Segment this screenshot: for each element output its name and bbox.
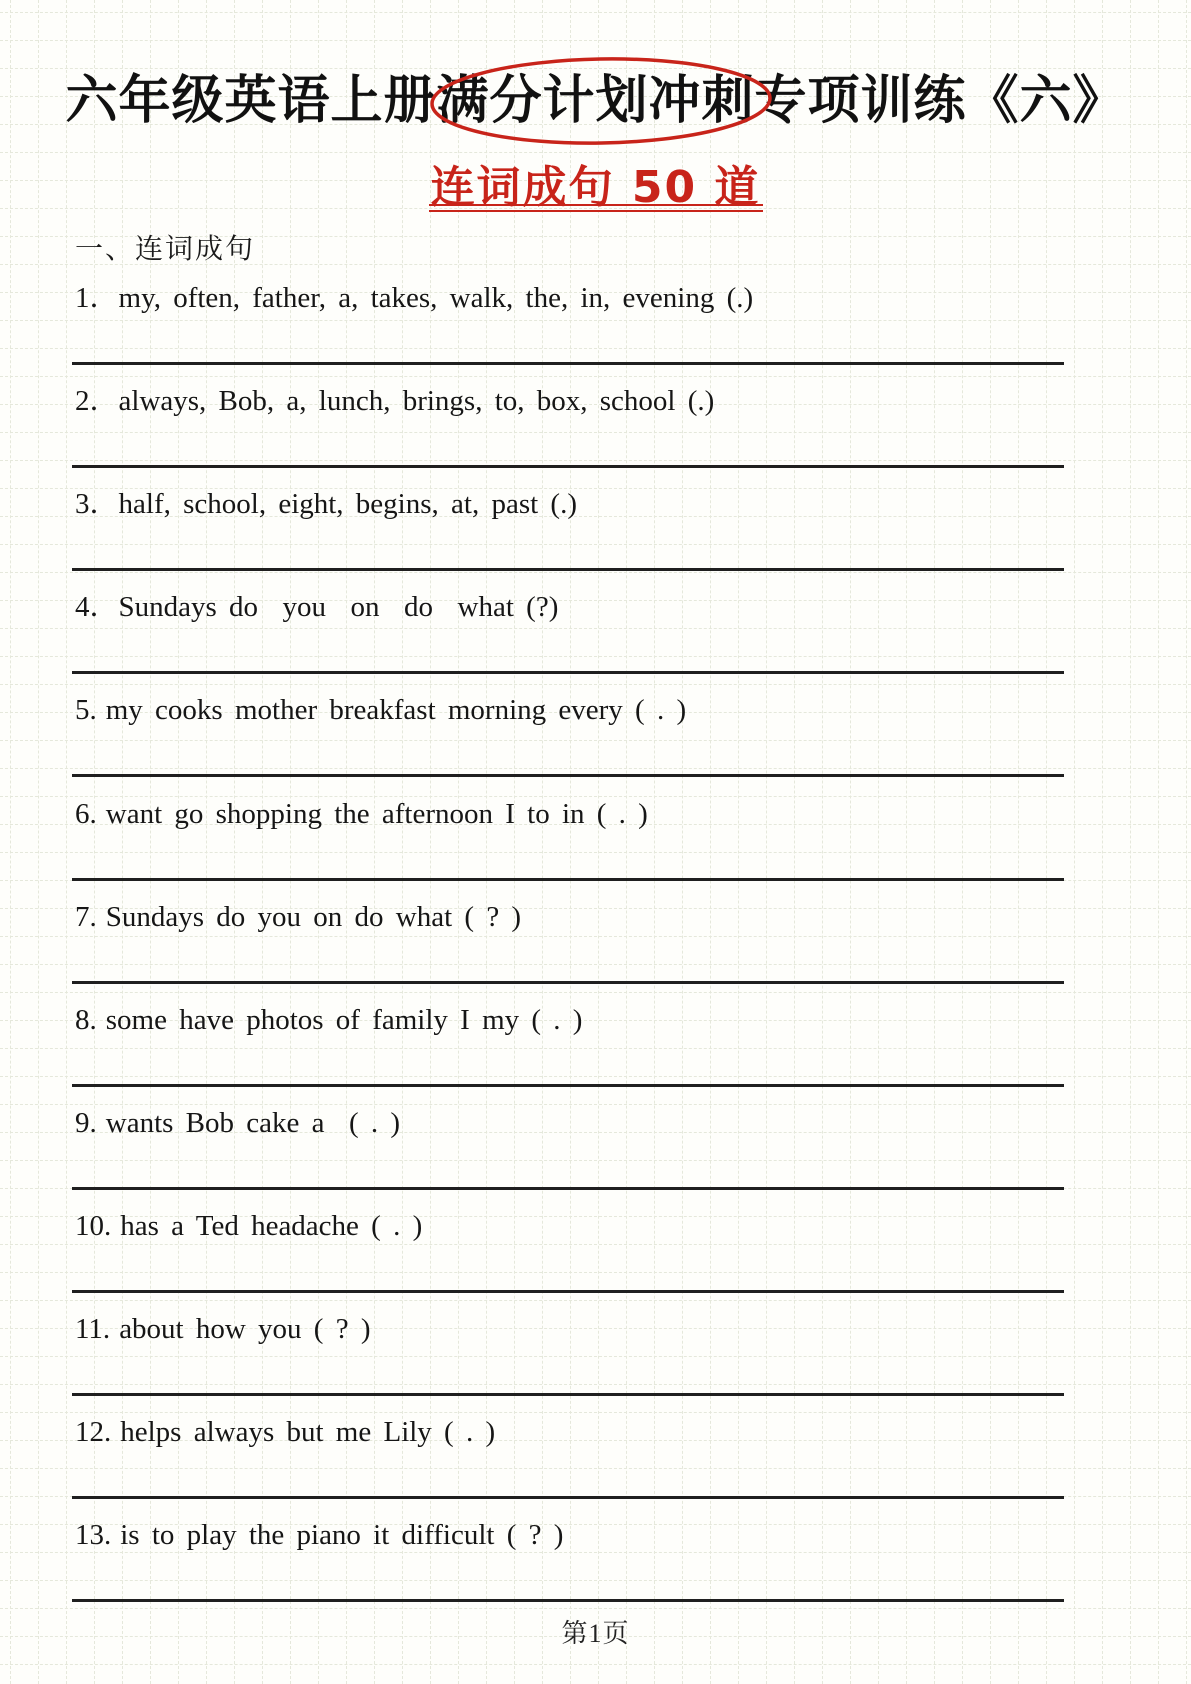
grid-line-horizontal (0, 1664, 1191, 1665)
grid-line-vertical (10, 0, 11, 1684)
grid-line-horizontal (0, 768, 1191, 769)
grid-line-horizontal (0, 1580, 1191, 1581)
grid-line-horizontal (0, 936, 1191, 937)
question-number: 5. (75, 694, 97, 726)
grid-line-horizontal (0, 1244, 1191, 1245)
red-ellipse-stroke (431, 56, 770, 146)
grid-line-horizontal (0, 740, 1191, 741)
grid-line-horizontal (0, 1272, 1191, 1273)
answer-blank-line (72, 774, 1064, 777)
answer-blank-line (72, 1084, 1064, 1087)
grid-line-horizontal (0, 852, 1191, 853)
grid-line-horizontal (0, 964, 1191, 965)
question-number: 4． (75, 591, 119, 623)
page-title: 六年级英语上册满分计划冲刺专项训练《六》 (65, 71, 1126, 131)
answer-blank-line (72, 878, 1064, 881)
question-item (75, 1312, 1131, 1346)
grid-line-horizontal (0, 40, 1191, 41)
page-number: 第1页 (561, 1619, 630, 1648)
grid-line-horizontal (0, 1048, 1191, 1049)
question-item (75, 487, 1131, 521)
question-item (75, 693, 1131, 727)
grid-line-horizontal (0, 1384, 1191, 1385)
grid-line-horizontal (0, 348, 1191, 349)
question-number: 1． (75, 282, 119, 314)
answer-blank-line (72, 671, 1064, 674)
grid-line-horizontal (0, 320, 1191, 321)
grid-line-vertical (38, 0, 39, 1684)
question-words: wants Bob cake a ( . ) (105, 1107, 401, 1139)
red-ellipse-annotation (427, 52, 777, 150)
grid-line-horizontal (0, 572, 1191, 573)
grid-line-horizontal (0, 628, 1191, 629)
question-number: 7. (75, 901, 97, 933)
question-words: has a Ted headache ( . ) (120, 1210, 423, 1242)
question-number: 3． (75, 488, 119, 520)
grid-line-horizontal (0, 460, 1191, 461)
grid-line-vertical (66, 0, 67, 1684)
section-heading: 一、连词成句 (75, 234, 256, 265)
grid-line-horizontal (0, 1076, 1191, 1077)
question-item (75, 900, 1131, 934)
grid-line-vertical (1158, 0, 1159, 1684)
answer-blank-line (72, 1599, 1064, 1602)
question-number: 9. (75, 1107, 97, 1139)
answer-blank-line (72, 1290, 1064, 1293)
question-item (75, 1003, 1131, 1037)
question-number: 13. (75, 1519, 112, 1551)
grid-line-horizontal (0, 376, 1191, 377)
question-words: helps always but me Lily ( . ) (120, 1416, 496, 1448)
answer-blank-line (72, 981, 1064, 984)
question-words: about how you ( ? ) (119, 1313, 371, 1345)
grid-line-horizontal (0, 432, 1191, 433)
grid-line-horizontal (0, 1356, 1191, 1357)
grid-line-horizontal (0, 684, 1191, 685)
grid-line-horizontal (0, 1552, 1191, 1553)
question-item (75, 797, 1131, 831)
question-number: 12. (75, 1416, 112, 1448)
answer-blank-line (72, 362, 1064, 365)
grid-line-horizontal (0, 1300, 1191, 1301)
grid-line-horizontal (0, 656, 1191, 657)
answer-blank-line (72, 465, 1064, 468)
question-item (75, 281, 1131, 315)
question-item (75, 1518, 1131, 1552)
grid-line-horizontal (0, 544, 1191, 545)
answer-blank-line (72, 1187, 1064, 1190)
question-item (75, 1209, 1131, 1243)
grid-line-horizontal (0, 1412, 1191, 1413)
page-subtitle: 连词成句 50 道 (430, 162, 761, 213)
question-words: half, school, eight, begins, at, past (.) (118, 488, 577, 520)
answer-blank-line (72, 1393, 1064, 1396)
question-words: want go shopping the afternoon I to in ( . ) (105, 798, 648, 830)
answer-blank-line (72, 568, 1064, 571)
question-words: always, Bob, a, lunch, brings, to, box, school (.) (118, 385, 715, 417)
grid-line-horizontal (0, 1160, 1191, 1161)
grid-line-horizontal (0, 1468, 1191, 1469)
grid-line-horizontal (0, 992, 1191, 993)
question-words: Sundays do you on do what ( ? ) (105, 901, 522, 933)
question-item (75, 384, 1131, 418)
question-item (75, 1106, 1131, 1140)
answer-blank-line (72, 1496, 1064, 1499)
question-words: is to play the piano it difficult ( ? ) (120, 1519, 564, 1551)
question-number: 11. (75, 1313, 111, 1345)
grid-line-horizontal (0, 1104, 1191, 1105)
question-words: my, often, father, a, takes, walk, the, in, evening (.) (118, 282, 754, 314)
question-words: Sundays do you on do what (?) (118, 591, 559, 623)
question-number: 6. (75, 798, 97, 830)
question-number: 10. (75, 1210, 112, 1242)
question-item (75, 590, 1131, 624)
question-words: some have photos of family I my ( . ) (105, 1004, 583, 1036)
subtitle-double-underline (429, 204, 763, 212)
question-number: 8. (75, 1004, 97, 1036)
grid-line-horizontal (0, 12, 1191, 13)
grid-line-horizontal (0, 1608, 1191, 1609)
question-words: my cooks mother breakfast morning every ( . ) (105, 694, 687, 726)
question-item (75, 1415, 1131, 1449)
grid-line-vertical (1186, 0, 1187, 1684)
question-number: 2． (75, 385, 119, 417)
